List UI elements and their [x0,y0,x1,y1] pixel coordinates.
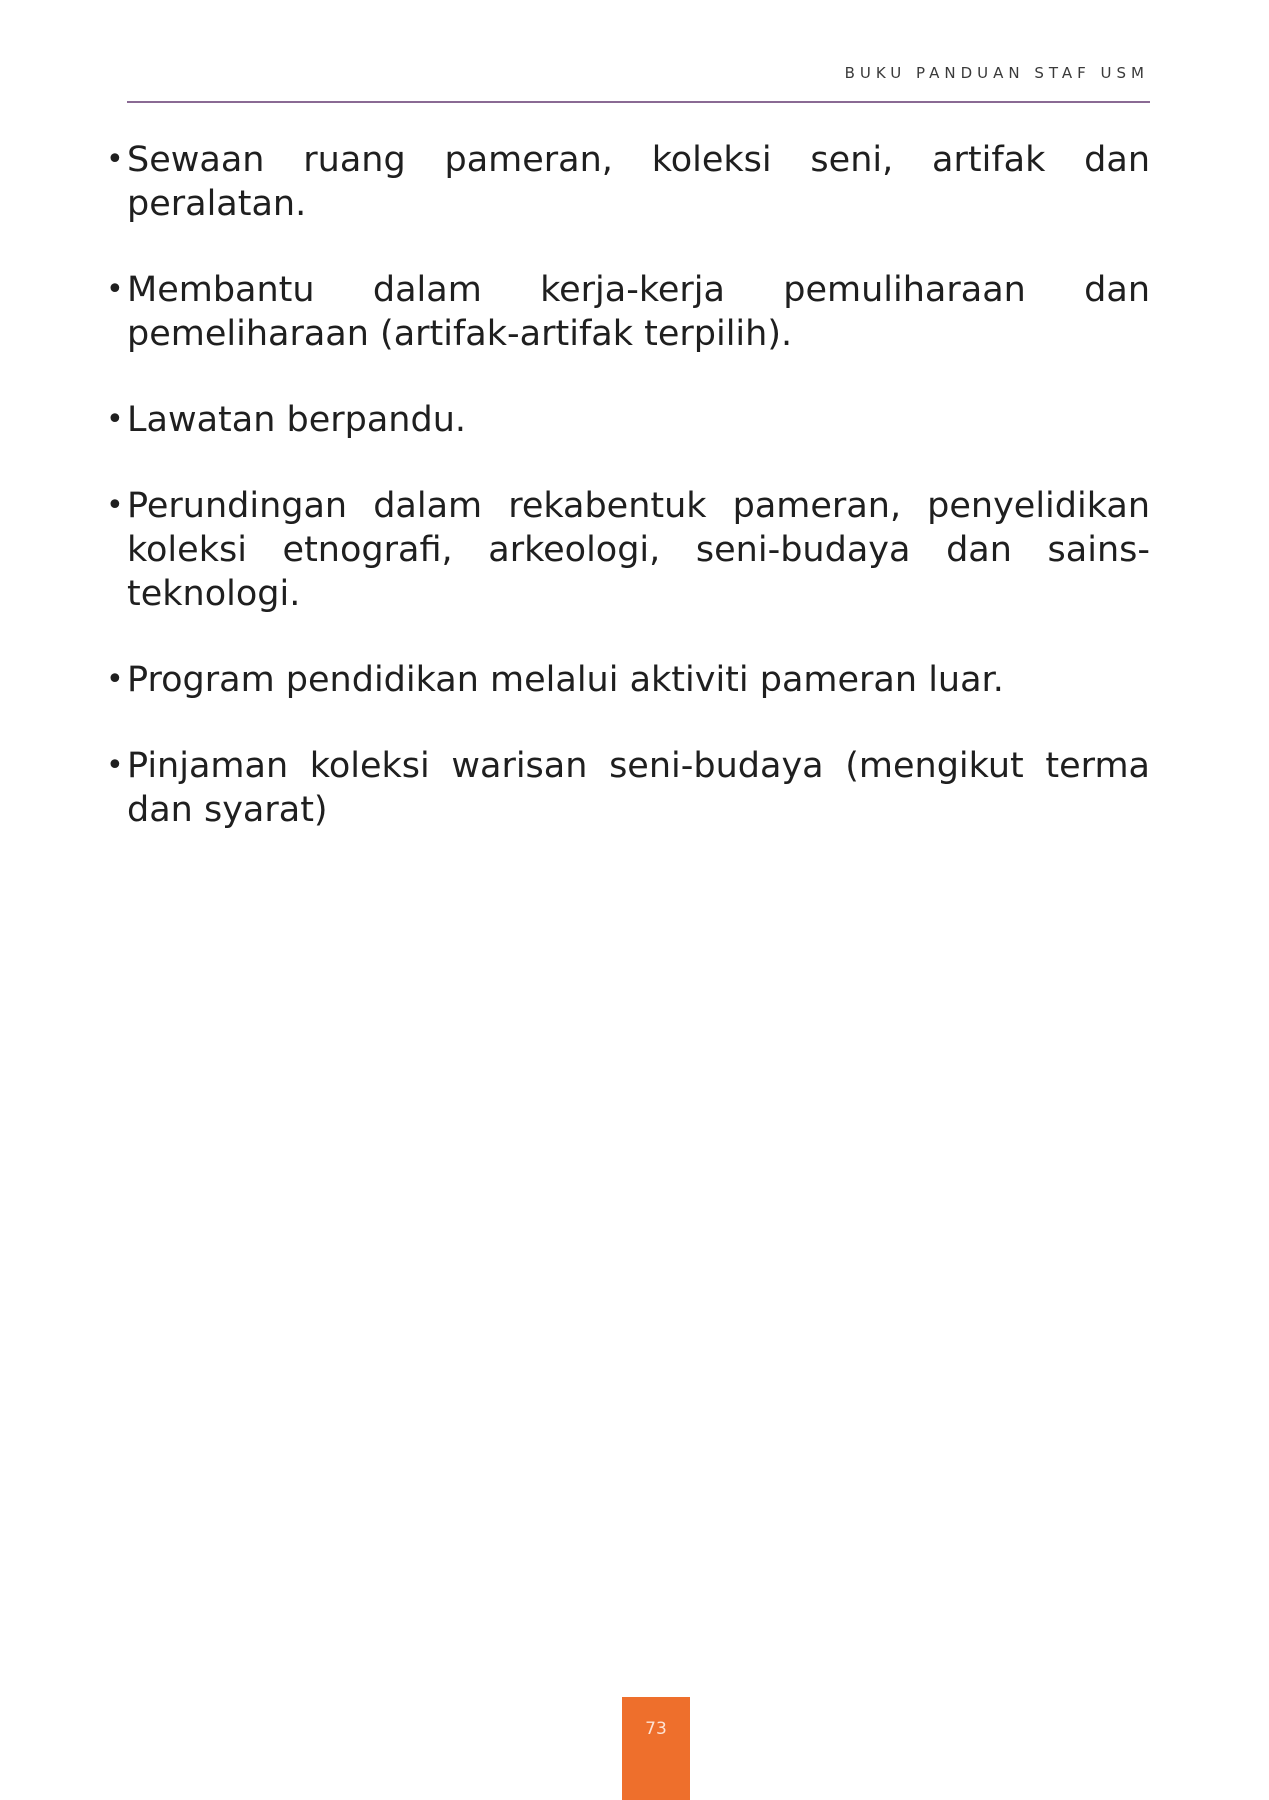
list-item-text: Program pendidikan melalui aktiviti pameran luar. [127,660,1004,700]
bullet-icon: • [106,488,124,523]
header-rule [127,101,1150,103]
bullet-icon: • [106,402,124,437]
list-item [100,744,1150,832]
list-item-text: Perundingan dalam rekabentuk pameran, penyelidikan koleksi etnografi, arkeologi, seni-budaya dan sains-teknologi. [127,486,1150,614]
list-item-text: Lawatan berpandu. [127,400,467,440]
service-bullet-list [100,138,1150,874]
list-item [100,484,1150,616]
running-header: BUKU PANDUAN STAF USM [844,64,1149,82]
list-item [100,138,1150,226]
page-number: 73 [645,1719,667,1739]
list-item-text: Sewaan ruang pameran, koleksi seni, artifak dan peralatan. [127,140,1150,224]
list-item-text: Pinjaman koleksi warisan seni-budaya (mengikut terma dan syarat) [127,746,1150,830]
bullet-icon: • [106,272,124,307]
list-item [100,398,1150,442]
bullet-icon: • [106,748,124,783]
bullet-icon: • [106,662,124,697]
list-item [100,268,1150,356]
list-item-text: Membantu dalam kerja-kerja pemuliharaan dan pemeliharaan (artifak-artifak terpilih). [127,270,1150,354]
list-item [100,658,1150,702]
bullet-icon: • [106,142,124,177]
page-number-tab [622,1697,690,1800]
